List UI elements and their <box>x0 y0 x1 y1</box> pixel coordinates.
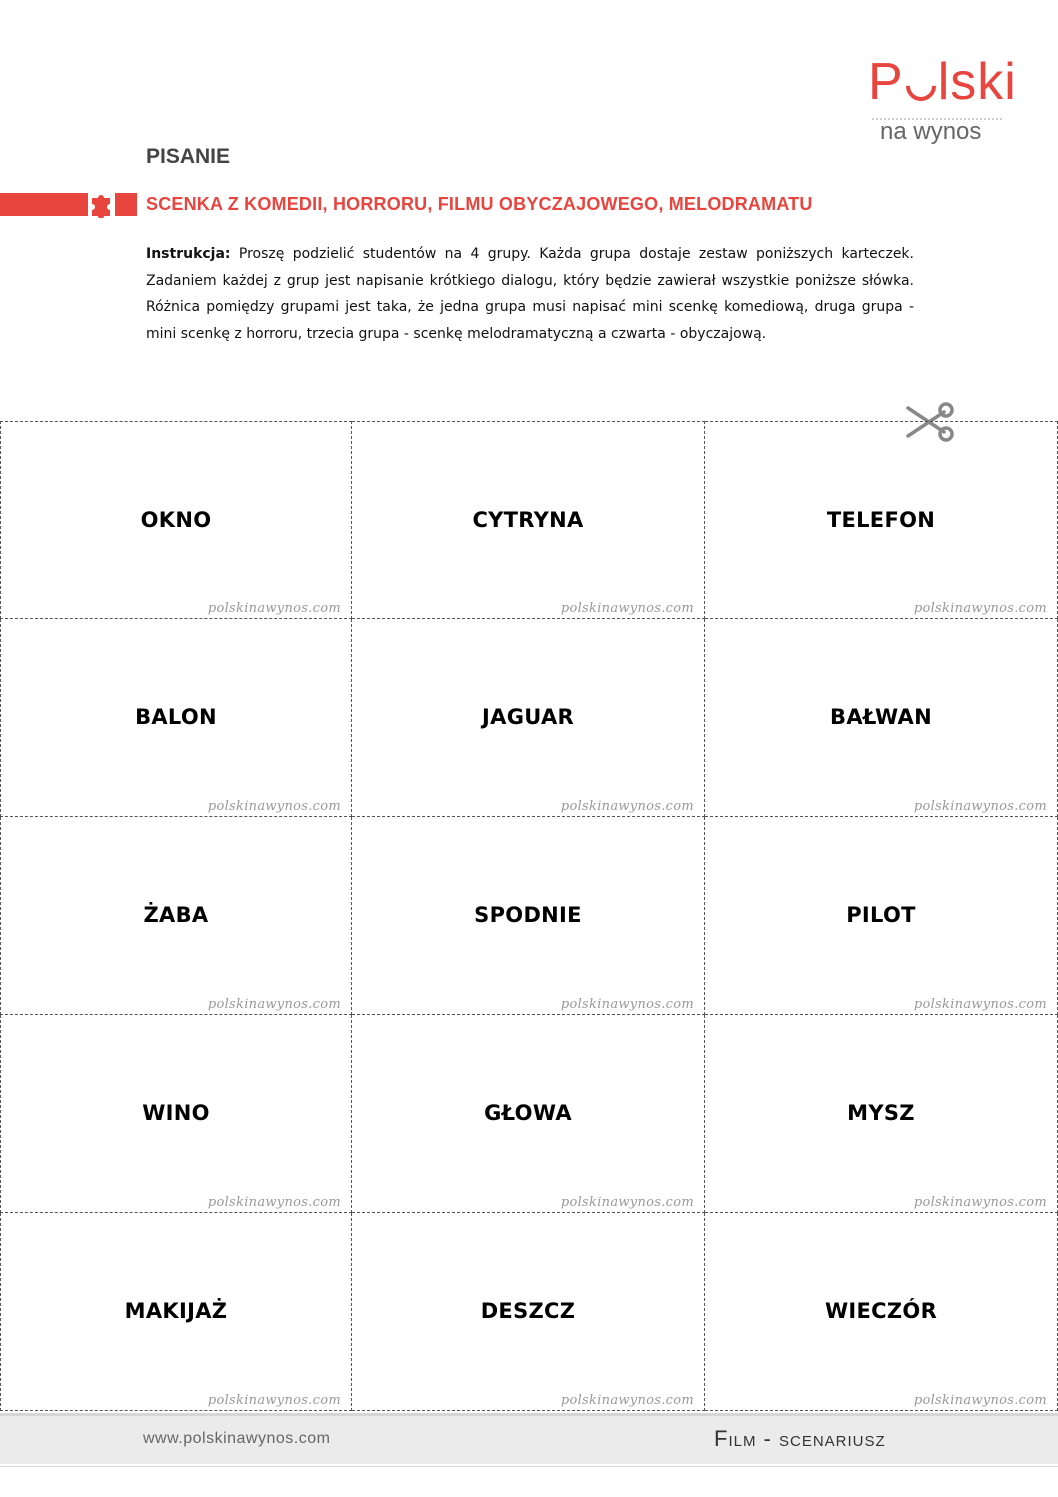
card-watermark: polskinawynos.com <box>913 1393 1047 1408</box>
logo-o-ring <box>899 65 941 107</box>
card-watermark: polskinawynos.com <box>560 1393 694 1408</box>
footer <box>0 1413 1058 1464</box>
task-title: SCENKA Z KOMEDII, HORRORU, FILMU OBYCZAJOWEGO, MELODRAMATU <box>146 194 813 214</box>
card-word: DESZCZ <box>480 1299 576 1323</box>
word-card <box>0 1015 352 1213</box>
card-word: SPODNIE <box>474 903 582 927</box>
logo-letters: lski <box>937 53 1017 111</box>
footer-url: www.polskinawynos.com <box>143 1430 331 1447</box>
section-title: PISANIE <box>146 145 231 168</box>
instruction-paragraph <box>146 241 914 347</box>
card-watermark: polskinawynos.com <box>560 601 694 616</box>
card-watermark: polskinawynos.com <box>913 997 1047 1012</box>
card-watermark: polskinawynos.com <box>207 1195 341 1210</box>
footer-divider <box>0 1466 1058 1467</box>
word-card <box>705 817 1058 1015</box>
logo-wordmark <box>868 52 1017 112</box>
instruction-label: Instrukcja: <box>146 246 231 262</box>
word-card <box>352 619 705 817</box>
logo-letter-p: P <box>868 53 904 111</box>
card-word: BALON <box>135 705 217 729</box>
word-card <box>0 1213 352 1411</box>
card-watermark: polskinawynos.com <box>207 601 341 616</box>
card-watermark: polskinawynos.com <box>207 799 341 814</box>
card-watermark: polskinawynos.com <box>207 997 341 1012</box>
card-word: PILOT <box>846 903 916 927</box>
accent-bar <box>0 193 88 216</box>
card-word: GŁOWA <box>484 1101 572 1125</box>
card-word: MAKIJAŻ <box>124 1299 228 1323</box>
word-card <box>0 817 352 1015</box>
word-card <box>352 421 705 619</box>
accent-square <box>115 193 137 216</box>
word-card <box>705 421 1058 619</box>
card-word: TELEFON <box>826 508 936 532</box>
card-watermark: polskinawynos.com <box>560 1195 694 1210</box>
word-cards-grid <box>0 421 1058 1411</box>
word-card <box>0 421 352 619</box>
card-word: CYTRYNA <box>472 508 584 532</box>
card-word: MYSZ <box>847 1101 915 1125</box>
card-watermark: polskinawynos.com <box>913 799 1047 814</box>
card-word: BAŁWAN <box>830 705 932 729</box>
card-watermark: polskinawynos.com <box>913 1195 1047 1210</box>
card-watermark: polskinawynos.com <box>913 601 1047 616</box>
word-card <box>352 1213 705 1411</box>
word-card <box>705 1213 1058 1411</box>
card-word: WIECZÓR <box>824 1299 938 1323</box>
instruction-text: Proszę podzielić studentów na 4 grupy. Każda grupa dostaje zestaw poniższych karteczek. Zadaniem każdej z grup jest napisanie krótkiego dialogu, który będzie zawierał wszystkie poniższe słówka. Różnica pomiędzy grupami jest taka, że jedna grupa musi napisać mini scenkę komediową, druga grupa - mini scenkę z horroru, trzecia grupa - scenkę melodramatyczną a czwarta - obyczajową. <box>146 246 914 342</box>
puzzle-icon <box>88 190 116 218</box>
card-watermark: polskinawynos.com <box>560 799 694 814</box>
logo-subtitle: na wynos <box>880 118 982 145</box>
footer-topic: Film - scenariusz <box>714 1426 886 1451</box>
card-watermark: polskinawynos.com <box>207 1393 341 1408</box>
card-word: JAGUAR <box>482 705 574 729</box>
word-card <box>705 1015 1058 1213</box>
card-word: ŻABA <box>143 903 209 927</box>
logo <box>862 52 1017 152</box>
word-card <box>705 619 1058 817</box>
card-watermark: polskinawynos.com <box>560 997 694 1012</box>
card-word: OKNO <box>140 508 212 532</box>
word-card <box>352 1015 705 1213</box>
card-word: WINO <box>142 1101 210 1125</box>
word-card <box>0 619 352 817</box>
word-card <box>352 817 705 1015</box>
